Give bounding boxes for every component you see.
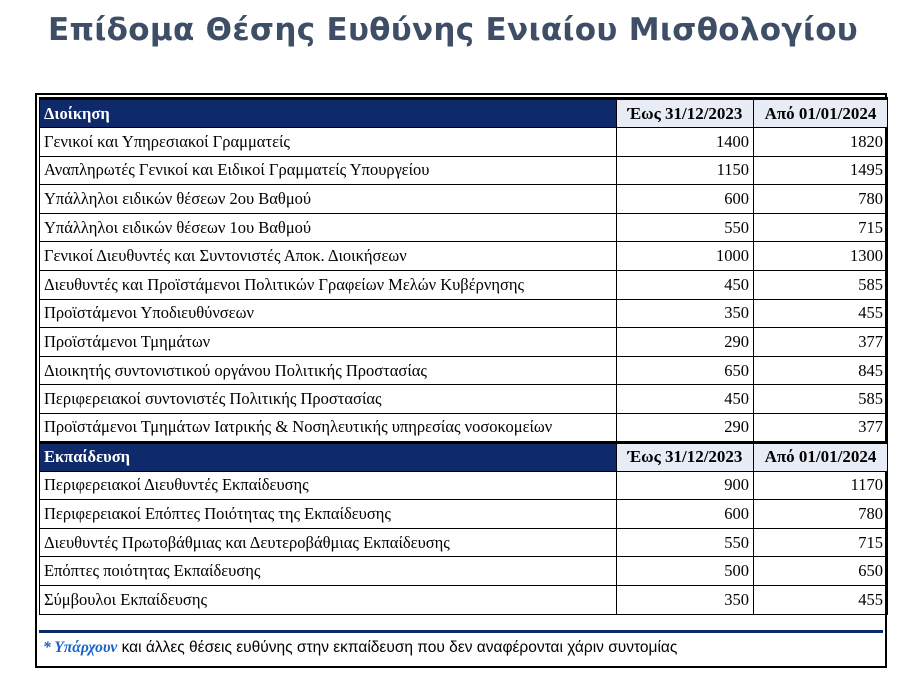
amount-from-2024: 780: [754, 500, 888, 529]
footnote-emphasis: * Υπάρχουν: [43, 639, 118, 656]
amount-until-2023: 350: [617, 299, 754, 328]
position-label: Γενικοί και Υπηρεσιακοί Γραμματείς: [40, 128, 617, 157]
position-label: Σύμβουλοι Εκπαίδευσης: [40, 585, 617, 614]
amount-until-2023: 450: [617, 270, 754, 299]
table-row: [40, 128, 888, 157]
position-label: Γενικοί Διευθυντές και Συντονιστές Αποκ. Διοικήσεων: [40, 242, 617, 271]
table-row: [40, 299, 888, 328]
amount-from-2024: 715: [754, 528, 888, 557]
table-row: [40, 413, 888, 442]
column-header-until-2023: Έως 31/12/2023: [617, 442, 754, 471]
amount-from-2024: 650: [754, 557, 888, 586]
amount-from-2024: 1495: [754, 156, 888, 185]
table-row: [40, 557, 888, 586]
section-title: Διοίκηση: [40, 99, 617, 128]
amount-until-2023: 900: [617, 471, 754, 500]
amount-until-2023: 290: [617, 413, 754, 442]
position-label: Προϊστάμενοι Τμημάτων Ιατρικής & Νοσηλευτικής υπηρεσίας νοσοκομείων: [40, 413, 617, 442]
amount-until-2023: 550: [617, 528, 754, 557]
amount-until-2023: 500: [617, 557, 754, 586]
amount-until-2023: 600: [617, 500, 754, 529]
position-label: Αναπληρωτές Γενικοί και Ειδικοί Γραμματείς Υπουργείου: [40, 156, 617, 185]
amount-from-2024: 845: [754, 356, 888, 385]
table-row: [40, 356, 888, 385]
position-label: Επόπτες ποιότητας Εκπαίδευσης: [40, 557, 617, 586]
amount-from-2024: 585: [754, 385, 888, 414]
amount-from-2024: 1820: [754, 128, 888, 157]
position-label: Περιφερειακοί Επόπτες Ποιότητας της Εκπαίδευσης: [40, 500, 617, 529]
amount-until-2023: 350: [617, 585, 754, 614]
position-label: Προϊστάμενοι Τμημάτων: [40, 328, 617, 357]
amount-until-2023: 550: [617, 213, 754, 242]
table-row: [40, 156, 888, 185]
column-header-from-2024: Από 01/01/2024: [754, 442, 888, 471]
allowance-table-frame: [35, 93, 887, 668]
position-label: Διευθυντές Πρωτοβάθμιας και Δευτεροβάθμιας Εκπαίδευσης: [40, 528, 617, 557]
column-header-from-2024: Από 01/01/2024: [754, 99, 888, 128]
amount-from-2024: 780: [754, 185, 888, 214]
position-label: Διευθυντές και Προϊστάμενοι Πολιτικών Γραφείων Μελών Κυβέρνησης: [40, 270, 617, 299]
allowance-table: [39, 97, 888, 615]
position-label: Προϊστάμενοι Υποδιευθύνσεων: [40, 299, 617, 328]
footnote: [39, 630, 883, 664]
amount-until-2023: 1000: [617, 242, 754, 271]
column-header-until-2023: Έως 31/12/2023: [617, 99, 754, 128]
amount-from-2024: 377: [754, 413, 888, 442]
amount-from-2024: 455: [754, 299, 888, 328]
section-header-row: [40, 442, 888, 471]
page-title: Επίδομα Θέσης Ευθύνης Ενιαίου Μισθολογίου: [48, 12, 859, 48]
amount-until-2023: 650: [617, 356, 754, 385]
amount-until-2023: 450: [617, 385, 754, 414]
table-row: [40, 213, 888, 242]
amount-from-2024: 377: [754, 328, 888, 357]
table-row: [40, 242, 888, 271]
table-row: [40, 270, 888, 299]
section-header-row: [40, 99, 888, 128]
amount-until-2023: 1150: [617, 156, 754, 185]
amount-from-2024: 1170: [754, 471, 888, 500]
position-label: Διοικητής συντονιστικού οργάνου Πολιτικής Προστασίας: [40, 356, 617, 385]
amount-from-2024: 1300: [754, 242, 888, 271]
table-row: [40, 385, 888, 414]
section-title: Εκπαίδευση: [40, 442, 617, 471]
position-label: Περιφερειακοί συντονιστές Πολιτικής Προστασίας: [40, 385, 617, 414]
table-row: [40, 500, 888, 529]
position-label: Περιφερειακοί Διευθυντές Εκπαίδευσης: [40, 471, 617, 500]
amount-until-2023: 600: [617, 185, 754, 214]
table-row: [40, 585, 888, 614]
amount-from-2024: 585: [754, 270, 888, 299]
footnote-text: και άλλες θέσεις ευθύνης στην εκπαίδευση που δεν αναφέρονται χάριν συντομίας: [117, 639, 678, 656]
table-row: [40, 185, 888, 214]
amount-from-2024: 455: [754, 585, 888, 614]
table-row: [40, 528, 888, 557]
table-row: [40, 328, 888, 357]
position-label: Υπάλληλοι ειδικών θέσεων 1ου Βαθμού: [40, 213, 617, 242]
table-row: [40, 471, 888, 500]
position-label: Υπάλληλοι ειδικών θέσεων 2ου Βαθμού: [40, 185, 617, 214]
amount-until-2023: 1400: [617, 128, 754, 157]
amount-until-2023: 290: [617, 328, 754, 357]
amount-from-2024: 715: [754, 213, 888, 242]
